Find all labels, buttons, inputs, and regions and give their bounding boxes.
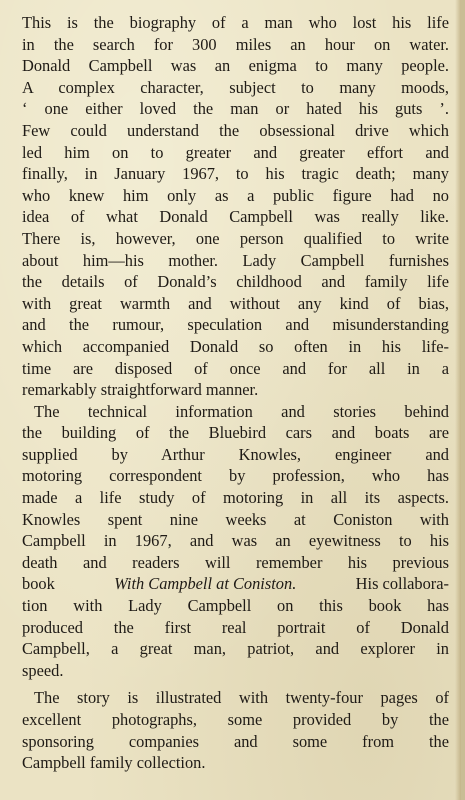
- text-line: and the rumour, speculation and misunderstanding: [22, 315, 449, 335]
- text-line: This is the biography of a man who lost his life: [22, 13, 449, 32]
- paragraph-3: [22, 687, 449, 773]
- text-line: tion with Lady Campbell on this book has: [22, 596, 449, 616]
- text-line: finally, in January 1967, to his tragic death; many: [22, 164, 449, 184]
- book-title-italic: With Campbell at Coniston.: [114, 574, 297, 594]
- paragraph-1: [22, 12, 449, 401]
- text-line: sponsoring companies and some from the: [22, 731, 449, 751]
- text-line: time are disposed of once and for all in a: [22, 358, 449, 378]
- text-line: which accompanied Donald so often in his life-: [22, 336, 449, 356]
- text-line: idea of what Donald Campbell was really like.: [22, 207, 449, 227]
- text-line: death and readers will remember his previous: [22, 552, 449, 572]
- text-line: in the search for 300 miles an hour on water.: [22, 34, 449, 54]
- text-line: A complex character, subject to many moods,: [22, 77, 449, 97]
- blurb-text-column: [22, 12, 449, 774]
- text-line: speed.: [22, 660, 64, 680]
- page-edge-shadow: [455, 0, 461, 800]
- text-line: Campbell, a great man, patriot, and explorer in: [22, 639, 449, 659]
- text-line: The technical information and stories behind: [34, 401, 449, 421]
- text-line: who knew him only as a public figure had no: [22, 185, 449, 205]
- paragraph-2: [22, 401, 449, 682]
- text-line: the building of the Bluebird cars and boats are: [22, 423, 449, 443]
- text-line: supplied by Arthur Knowles, engineer and: [22, 444, 449, 464]
- text-line: excellent photographs, some provided by the: [22, 710, 449, 729]
- text-line: Few could understand the obsessional drive which: [22, 120, 449, 140]
- text-line: produced the first real portrait of Donald: [22, 617, 449, 637]
- text-line: made a life study of motoring in all its aspects.: [22, 488, 449, 508]
- text-line: There is, however, one person qualified to write: [22, 228, 449, 248]
- text-fragment: His collabora-: [355, 574, 449, 594]
- text-line: remarkably straightforward manner.: [22, 380, 259, 400]
- text-fragment: book: [22, 574, 55, 594]
- text-line: about him—his mother. Lady Campbell furnishes: [22, 250, 449, 270]
- text-line: The story is illustrated with twenty-four pages of: [34, 688, 449, 708]
- text-line: Campbell in 1967, and was an eyewitness to his: [22, 531, 449, 551]
- text-line-mixed: [22, 573, 449, 595]
- text-line: ‘ one either loved the man or hated his guts ’.: [22, 99, 449, 119]
- text-line: motoring correspondent by profession, who has: [22, 466, 449, 486]
- text-line: Donald Campbell was an enigma to many people.: [22, 56, 449, 76]
- text-line: Knowles spent nine weeks at Coniston with: [22, 509, 449, 529]
- text-line: the details of Donald’s childhood and family life: [22, 272, 449, 292]
- text-line: led him on to greater and greater effort and: [22, 142, 449, 162]
- text-line: with great warmth and without any kind of bias,: [22, 293, 449, 313]
- text-line: Campbell family collection.: [22, 753, 206, 773]
